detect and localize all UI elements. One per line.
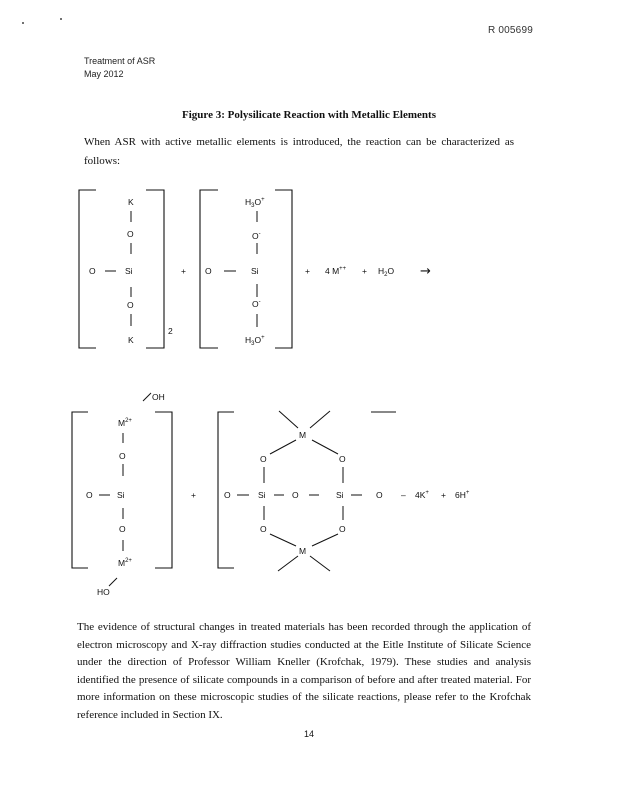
water: $H_2O$ (378, 266, 395, 278)
group-c-bottom-o: O (119, 524, 126, 534)
group-d-o-lower-right: O (339, 524, 346, 534)
group-c-top-m: $M^{2+}$ (118, 418, 132, 428)
group-d-top-m: M (299, 430, 307, 440)
group-c-si: Si (117, 490, 125, 500)
group-c-bottom-ho: HO (97, 587, 110, 597)
group-d-si-1: Si (258, 490, 266, 500)
page-number: 14 (303, 729, 314, 739)
group-a-bottom-o: O (127, 300, 134, 310)
products-minus: – (401, 490, 406, 500)
group-d-si-2: Si (336, 490, 344, 500)
products-potassium: 4K+ (415, 490, 429, 500)
reaction-arrow: → (420, 264, 431, 279)
bracket-c-right (155, 412, 172, 568)
group-b-si: Si (251, 266, 259, 276)
group-a-subscript: 2 (168, 326, 173, 336)
group-b-bottom-o-minus: O- (252, 299, 261, 309)
reaction-2-plus-1: + (191, 490, 196, 500)
group-c-top-o: O (119, 451, 126, 461)
group-c-bottom-m: $M^{2+}$ (118, 558, 132, 568)
figure-title: Figure 3: Polysilicate Reaction with Metallic Elements (182, 109, 436, 121)
group-a-top-o: O (127, 229, 134, 239)
group-d-bridge-o: O (292, 490, 299, 500)
group-a-si: Si (125, 266, 133, 276)
group-a-top-k: K (128, 197, 134, 207)
group-d-right-o: O (376, 490, 383, 500)
bates-number: R 005699 (488, 25, 533, 36)
group-c-top-oh: OH (152, 392, 165, 402)
products-plus: + (441, 490, 446, 500)
products-hydrogen: 6H+ (455, 490, 470, 500)
group-d-bottom-m: M (299, 546, 307, 556)
group-c-left-o: O (86, 490, 93, 500)
reaction-1-plus-2: + (305, 266, 310, 276)
header-date: May 2012 (84, 69, 124, 79)
group-b-top-h3o: $H_3O^+$ (245, 197, 265, 209)
group-b-top-o-minus: O- (252, 231, 261, 241)
bracket-a-right (146, 190, 164, 348)
reaction-1-plus-1: + (181, 266, 186, 276)
group-b-left-o: O (205, 266, 212, 276)
group-a-bottom-k: K (128, 335, 134, 345)
group-d-left-o: O (224, 490, 231, 500)
group-d-o-upper-left: O (260, 454, 267, 464)
body-paragraph: The evidence of structural changes in treated materials has been recorded through the application of electron microscopy and X-ray diffraction studies conducted at the Eitle Institute of Silicate Science under the direction of Professor William Kneller (Krofchak, 1979). These studies and analysis identified the presence of silicate compounds in a comparison of before and after treated material. For more information on these microscopic studies of the silicate reactions, please refer to the Krofchak reference included in Section IX. (77, 621, 531, 721)
header-title: Treatment of ASR (84, 56, 156, 66)
reaction-1-plus-3: + (362, 266, 367, 276)
bracket-b-right (275, 190, 292, 348)
metal-ions: 4 M++ (325, 266, 347, 276)
intro-paragraph: When ASR with active metallic elements is introduced, the reaction can be characterized as follows: (84, 136, 514, 167)
group-d-o-lower-left: O (260, 524, 267, 534)
group-b-bottom-h3o: $H_3O^+$ (245, 335, 265, 347)
group-d-o-upper-right: O (339, 454, 346, 464)
group-a-left-o: O (89, 266, 96, 276)
